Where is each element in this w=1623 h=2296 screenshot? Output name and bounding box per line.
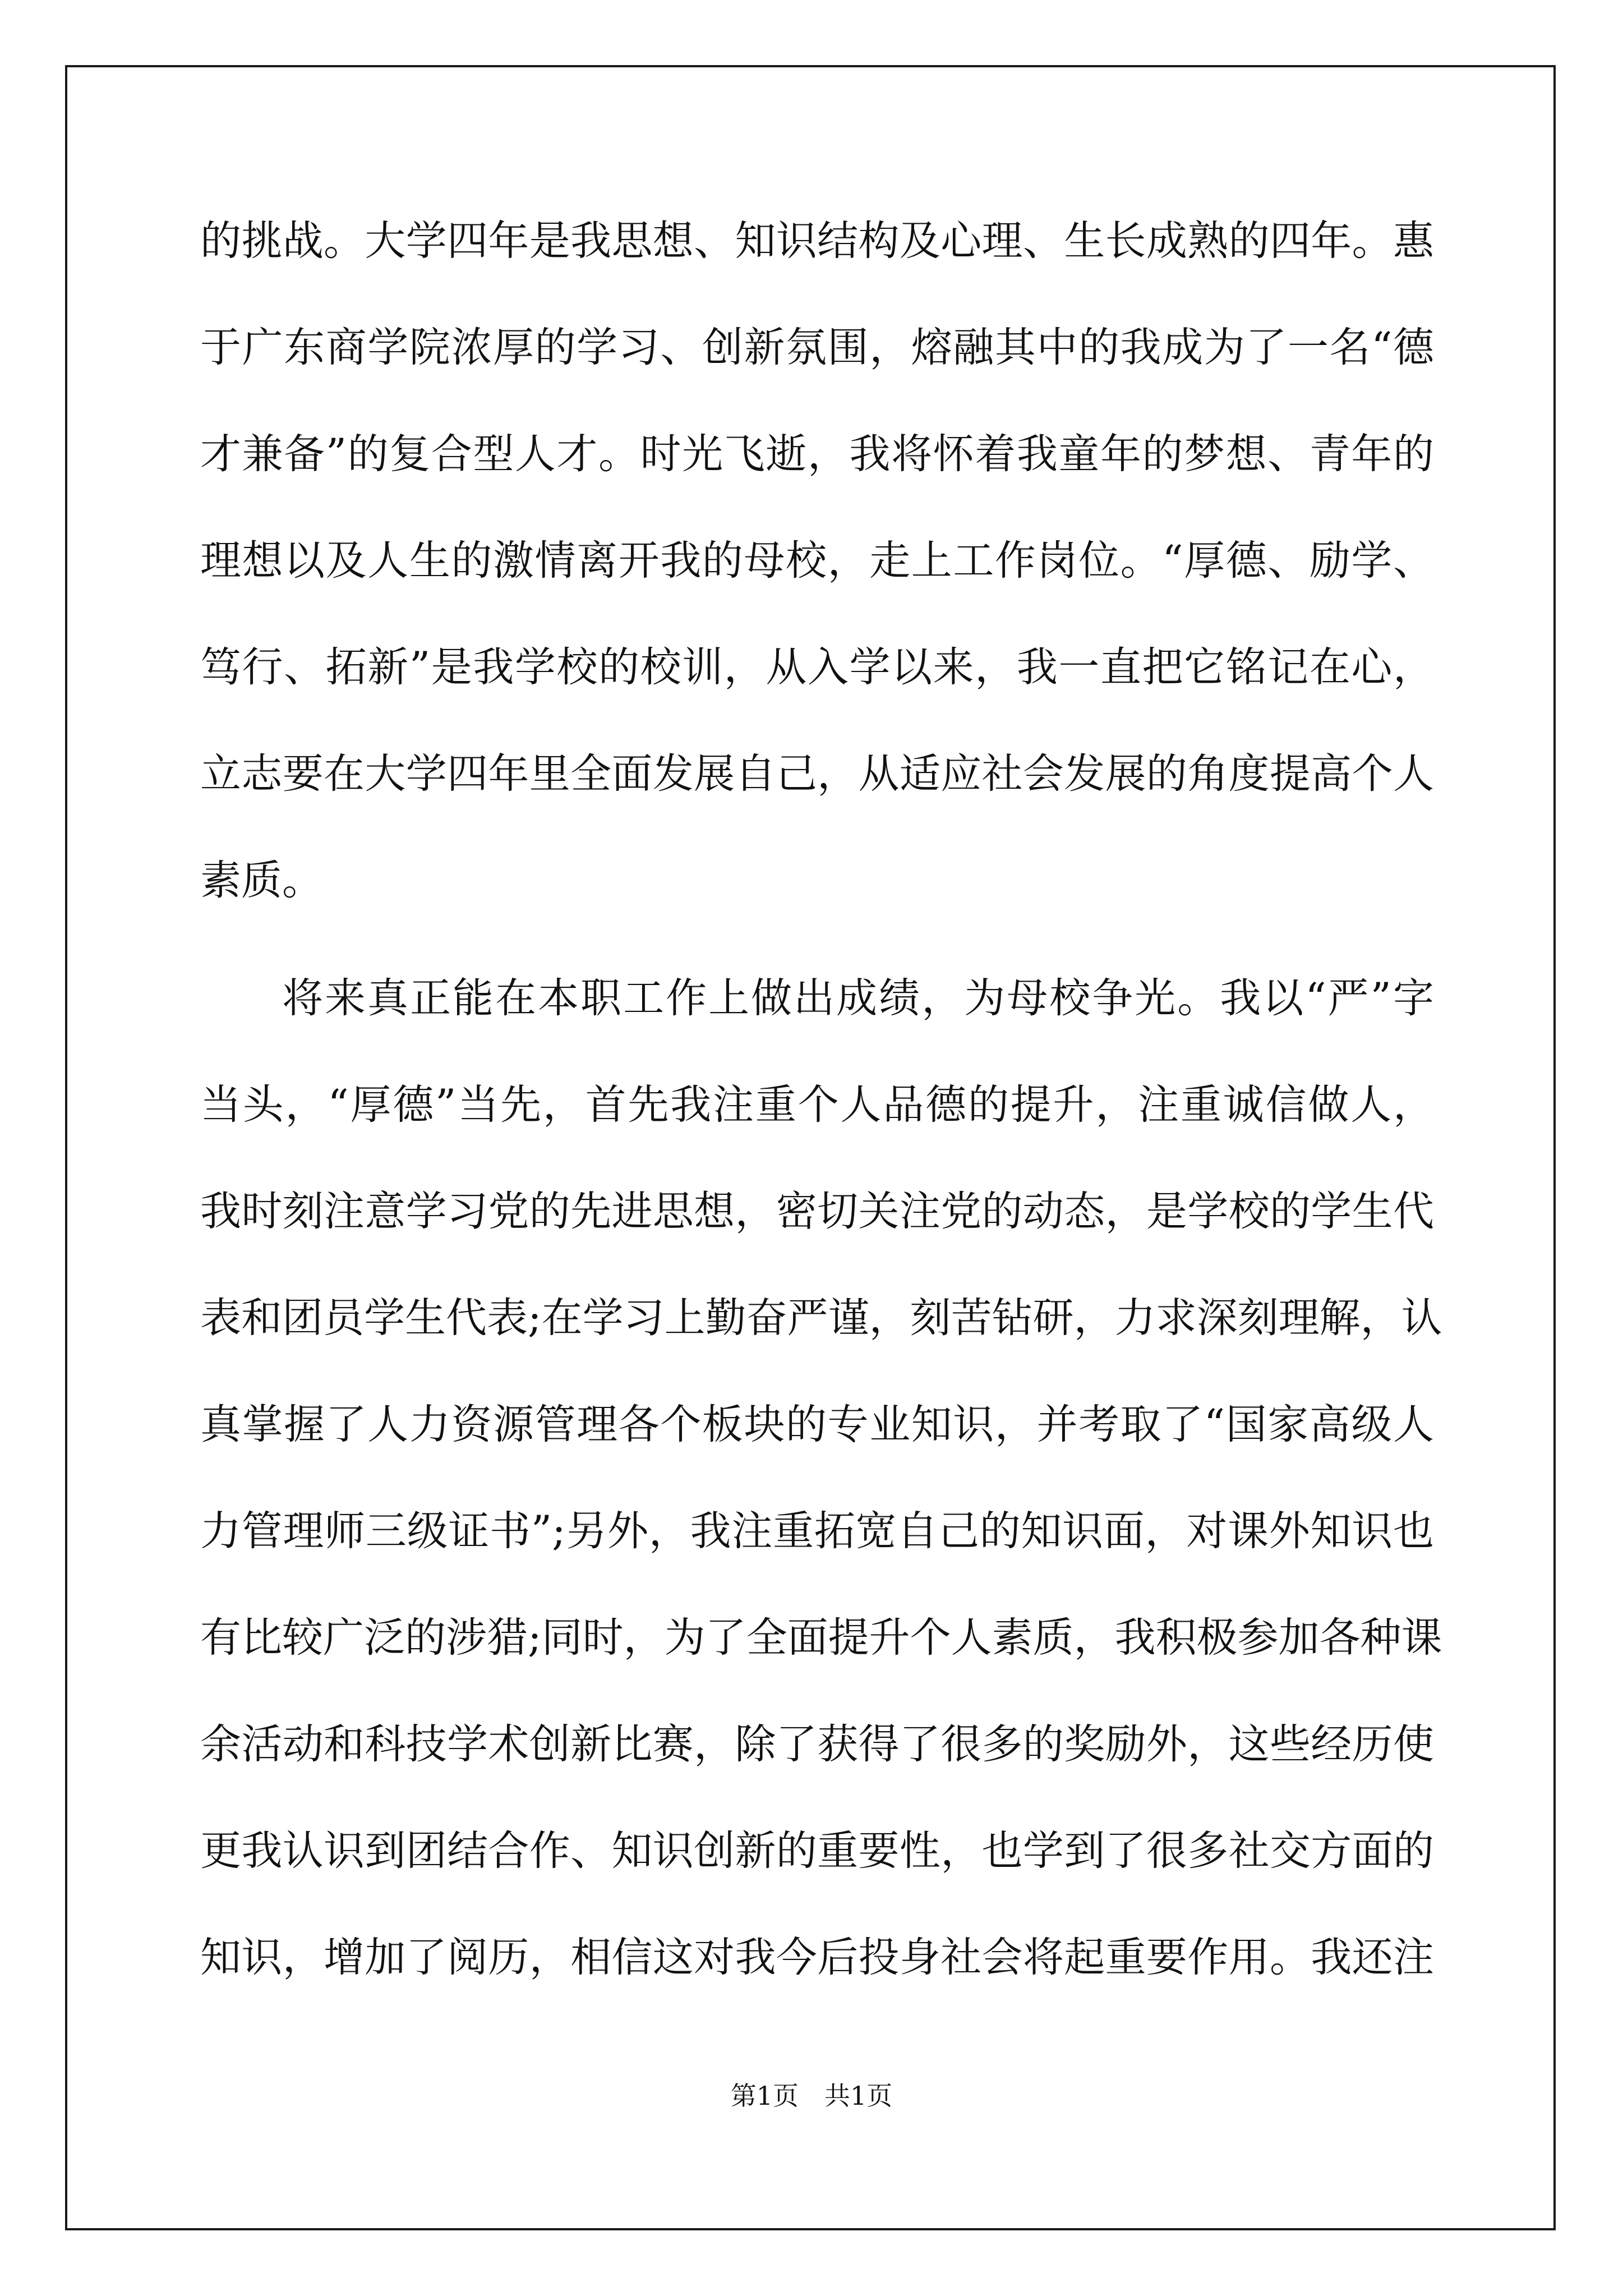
page-footer: 第1页 共1页 [730,2081,893,2111]
paragraph-line: 表和团员学生代表;在学习上勤奋严谨，刻苦钻研，力求深刻理解，认 [200,1294,1442,1342]
paragraph-line: 当头，“厚德”当先，首先我注重个人品德的提升，注重诚信做人， [200,1081,1434,1129]
paragraph-line: 的挑战。大学四年是我思想、知识结构及心理、生长成熟的四年。惠 [200,217,1434,265]
paragraph-line: 将来真正能在本职工作上做出成绩，为母校争光。我以“严”字 [282,974,1434,1022]
paragraph-line: 真掌握了人力资源管理各个板块的专业知识，并考取了“国家高级人 [200,1401,1434,1448]
paragraph-line: 有比较广泛的涉猎;同时，为了全面提升个人素质，我积极参加各种课 [200,1614,1442,1662]
paragraph-line: 素质。 [200,857,323,904]
paragraph-gap [200,959,1434,970]
paragraph-line: 更我认识到团结合作、知识创新的重要性，也学到了很多社交方面的 [200,1827,1434,1875]
paragraph-line: 理想以及人生的激情离开我的母校，走上工作岗位。“厚德、励学、 [200,537,1434,585]
paragraph-line: 才兼备”的复合型人才。时光飞逝，我将怀着我童年的梦想、青年的 [200,430,1434,478]
paragraph-line: 我时刻注意学习党的先进思想，密切关注党的动态，是学校的学生代 [200,1188,1434,1235]
paragraph-line: 于广东商学院浓厚的学习、创新氛围，熔融其中的我成为了一名“德 [200,324,1434,371]
paragraph-line: 知识，增加了阅历，相信这对我今后投身社会将起重要作用。我还注 [200,1934,1434,1981]
paragraph-line: 余活动和科技学术创新比赛，除了获得了很多的奖励外，这些经历使 [200,1720,1434,1768]
paragraph-line: 力管理师三级证书”;另外，我注重拓宽自己的知识面，对课外知识也 [200,1507,1434,1555]
document-body [200,213,1442,2036]
paragraph-line: 笃行、拓新”是我学校的校训，从入学以来，我一直把它铭记在心， [200,643,1434,691]
paragraph-line: 立志要在大学四年里全面发展自己，从适应社会发展的角度提高个人 [200,750,1434,798]
